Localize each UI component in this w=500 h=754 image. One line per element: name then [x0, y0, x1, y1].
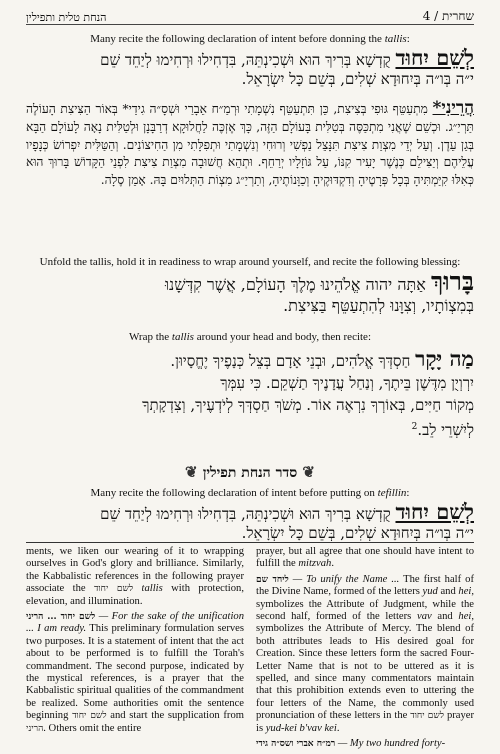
instruction-unfold-tallis: Unfold the tallis, hold it in readiness to wrap around yourself, and recite the following blessing:: [39, 256, 461, 268]
tefillin-section-title: ❦ סדר הנחת תפילין ❦: [185, 463, 315, 481]
instruction-wrap-tallis: Wrap the tallis around your head and body, then recite:: [128, 331, 371, 343]
mah-yakar-lead-word: מַה יָּקָר: [415, 346, 474, 371]
ornament-icon-right: ❦: [297, 463, 315, 481]
commentary-left-column: [26, 546, 244, 738]
ornament-icon-left: ❦: [185, 463, 203, 481]
commentary-paragraph: prayer, but all agree that one should have intent to fulfill the mitzvah.: [256, 546, 474, 570]
leshem-yichud-tefillin: לְשֵׁם יִחוּד קֻדְשָׁא בְּרִיךְ הוּא וּשְׁכִינְתֵּהּ, בִּדְחִילוּ וּרְחִימוּ לְיַחֵד שֵׁם י״ה בְּו״ה בְּיִחוּדָא שְׁלִים, בְּשֵׁם כָּל יִשְׂרָאֵל.: [100, 499, 474, 542]
leshem-lead-word: לְשֵׁם יִחוּד: [395, 45, 474, 70]
tallis-blessing: בָּרוּךְ אַתָּה יהוה אֱלֹהֵינוּ מֶלֶךְ הָעוֹלָם, אֲשֶׁר קִדְּשָׁנוּ בְּמִצְוֹתָיו, וְצִוָּנוּ לְהִתְעַטֵּף בַּצִּיצִת.: [164, 267, 474, 315]
section-running-head: הנחת טלית ותפילין: [26, 11, 107, 24]
hareini-lead-word: הֲרֵינִי*: [432, 98, 474, 118]
hareini-paragraph: הֲרֵינִי* מִתְעַטֵּף גּוּפִי בְּצִיצִת, כֵּן תִּתְעַטֵּף נִשְׁמָתִי וּרְמַ״ח אֵבָרַי וּשְׁסָ״ה גִידַי* בְּאוֹר הַצִּיצִת הָעוֹלֶה תַּרְיַ״ג. וּכְשֵׁם שֶׁאֲנִי מִתְכַּסֶּה בְּטַלִּית בָּעוֹלָם הַזֶּה, כָּךְ אֶזְכֶּה לַחֲלוּקָא דְרַבָּנָן וּלְטַלִּית נָאָה לָעוֹלָם הַבָּא בְּגַן עֵדֶן. וְעַל יְדֵי מִצְוַת צִיצִת תִּנָּצֵל נַפְשִׁי וְרוּחִי וְנִשְׁמָתִי וּתְפִלָּתִי מִן הַחִיצוֹנִים. וְהַטַּלִּית יִפְרוֹשׂ כְּנָפָיו עֲלֵיהֶם וְיַצִּילֵם כְּנֶשֶׁר יָעִיר קִנּוֹ, עַל גּוֹזָלָיו יְרַחֵף. וּתְהֵא חֲשׁוּבָה מִצְוַת צִיצִת לִפְנֵי הַקָּדוֹשׁ בָּרוּךְ הוּא כְּאִלּוּ קִיַּמְתִּיהָ בְּכָל פְּרָטֶיהָ וְדִקְדּוּקֶיהָ וְכַוָּנוֹתֶיהָ, וְתַרְיַ״ג מִצְוֹת הַתְּלוּיִם בָּהּ. אָמֵן סֶלָה.: [26, 98, 474, 188]
commentary-paragraph: רמ״ח אברי ושס״ה גידי — My two hundred forty-: [256, 738, 446, 750]
commentary-right-column: [256, 546, 474, 754]
commentary-paragraph: לשם יחוד ... הריני — For the sake of the unification ... I am ready. This preliminary formulation serves two purposes. It is a statement of intent that the act about to be performed is to fulfill the Torah's commandment. The second purpose, indicated by the mystical references, is a prayer that the Kabbalistic spiritual qualities of the commandment be realized. Some authorities omit the sentence beginning לשם יחוד and start the supplication from הריני. Others omit the entire: [26, 611, 245, 734]
instruction-tefillin-intent: Many recite the following declaration of intent before putting on tefillin:: [90, 487, 410, 499]
instruction-tallis-intent: Many recite the following declaration of intent before donning the tallis:: [90, 33, 410, 45]
baruch-lead-word: בָּרוּךְ: [430, 267, 474, 296]
footnote-marker: 2: [411, 422, 418, 432]
page-number-label: 4 / שחרית: [422, 9, 474, 23]
leshem-lead-word: לְשֵׁם יִחוּד: [395, 499, 474, 524]
commentary-paragraph: ments, we liken our wearing of it to wrapping ourselves in God's glory and brilliance. Similarly, the Kabbalistic references in the following prayer associate the לשם יחוד tallis with protection, elevation, and illumination.: [26, 546, 244, 607]
commentary-divider: [26, 542, 474, 543]
page-header: [26, 6, 474, 25]
mah-yakar-passage: מַה יָּקָר חַסְדְּךָ אֱלֹהִים, וּבְנֵי אָדָם בְּצֵל כְּנָפֶיךָ יֶחֱסָיוּן. יִרְוְיֻן מִדֶּשֶׁן בֵּיתֶךָ, וְנַחַל עֲדָנֶיךָ תַשְׁקֵם. כִּי עִמְּךָ מְקוֹר חַיִּים, בְּאוֹרְךָ נִרְאֶה אוֹר. מְשֹׁךְ חַסְדְּךָ לְיֹדְעֶיךָ, וְצִדְקָתְךָ לְיִשְׁרֵי לֵב.$^2$: [142, 346, 474, 439]
commentary-paragraph: ליחד שם — To unify the Name ... The first half of the Divine Name, formed of the letters yud and hei, symbolizes the Attribute of Judgment, while the second half, formed of the letters vav and hei, symbolizes the Attribute of Mercy. The blend of both attributes leads to His desired goal for Creation. Since these letters form the sacred Four-Letter Name that is not to be uttered as it is spelled, and since many commentators maintain that this prohibition extends even to uttering the four letters of the Name, the commonly used pronunciation of these letters in the לשם יחוד prayer is yud-kei b'vav kei.: [256, 573, 475, 734]
leshem-yichud-tallis: לְשֵׁם יִחוּד קֻדְשָׁא בְּרִיךְ הוּא וּשְׁכִינְתֵּהּ, בִּדְחִילוּ וּרְחִימוּ לְיַחֵד שֵׁם י״ה בְּו״ה בְּיִחוּדָא שְׁלִים, בְּשֵׁם כָּל יִשְׂרָאֵל.: [100, 45, 474, 88]
